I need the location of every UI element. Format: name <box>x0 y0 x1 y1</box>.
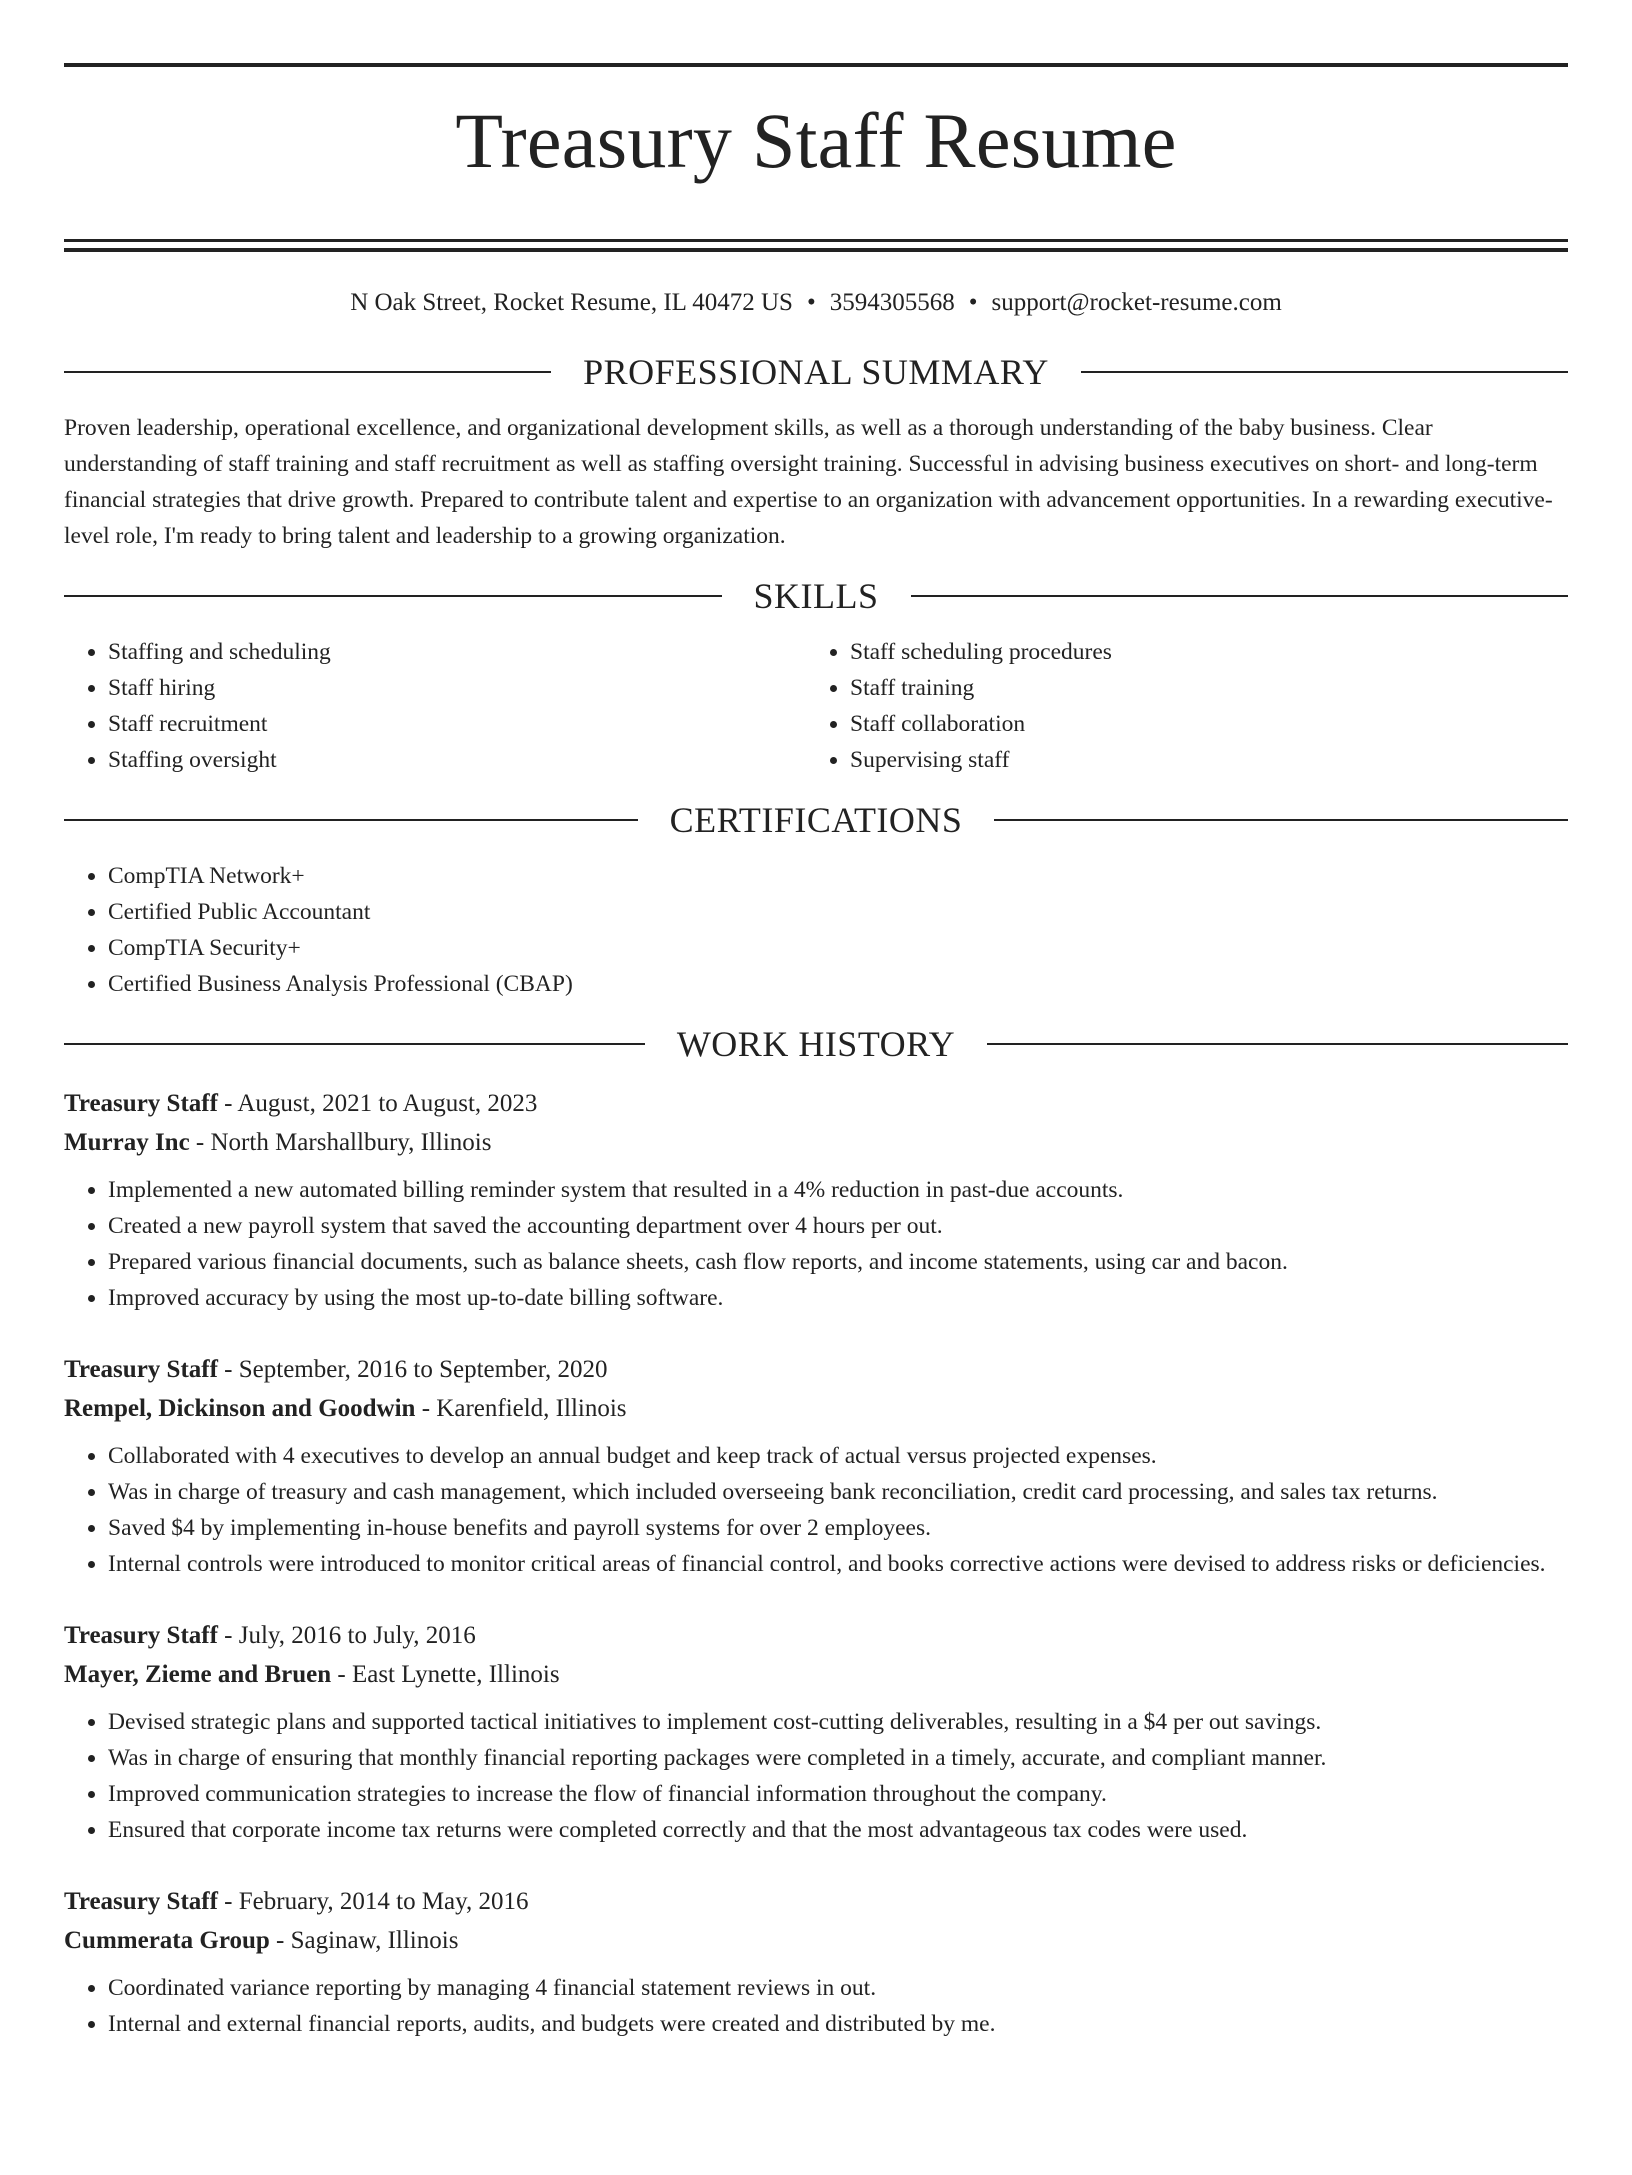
job-title: Treasury Staff <box>64 1622 218 1650</box>
job-company: Rempel, Dickinson and Goodwin <box>64 1395 416 1423</box>
resume-page <box>0 63 1632 2175</box>
job-company: Cummerata Group <box>64 1927 270 1955</box>
job-company-line <box>64 1655 1568 1694</box>
skill-item: • Staffing oversight <box>108 742 806 778</box>
section-title: PROFESSIONAL SUMMARY <box>583 352 1049 393</box>
skill-item: • Staff collaboration <box>850 706 1548 742</box>
job-bullet: • Ensured that corporate income tax returns were completed correctly and that the most advantageous tax codes were used. <box>108 1812 1568 1848</box>
job-bullet: • Prepared various financial documents, such as balance sheets, cash flow reports, and income statements, using car and bacon. <box>108 1244 1568 1280</box>
section-title: CERTIFICATIONS <box>669 800 963 841</box>
job-bullet: • Saved $4 by implementing in-house benefits and payroll systems for over 2 employees. <box>108 1510 1568 1546</box>
job-title: Treasury Staff <box>64 1356 218 1384</box>
job-bullet: • Improved accuracy by using the most up-to-date billing software. <box>108 1280 1568 1316</box>
skill-item: • Staff hiring <box>108 670 806 706</box>
dash: - <box>415 1395 437 1423</box>
section-heading-certifications <box>64 800 1568 840</box>
job-company-line <box>64 1921 1568 1960</box>
job-company-line <box>64 1123 1568 1162</box>
heading-rule-left <box>64 1043 645 1045</box>
contact-address: N Oak Street, Rocket Resume, IL 40472 US <box>350 289 793 317</box>
page-title: Treasury Staff Resume <box>455 97 1177 184</box>
contact-separator: • <box>968 289 978 317</box>
job-dates: July, 2016 to July, 2016 <box>238 1622 476 1650</box>
job-dates: August, 2021 to August, 2023 <box>237 1090 538 1118</box>
dash: - <box>217 1622 239 1650</box>
section-heading-work-history <box>64 1024 1568 1064</box>
heading-rule-right <box>987 1043 1568 1045</box>
dash: - <box>217 1888 239 1916</box>
job-title: Treasury Staff <box>64 1090 218 1118</box>
job-entry <box>64 1350 1568 1582</box>
job-company: Murray Inc <box>64 1129 190 1157</box>
heading-rule-left <box>64 371 551 373</box>
certification-item: • Certified Public Accountant <box>108 894 1568 930</box>
section-heading-skills <box>64 576 1568 616</box>
skill-item: • Supervising staff <box>850 742 1548 778</box>
job-bullet: • Internal controls were introduced to monitor critical areas of financial control, and books corrective actions were devised to address risks or deficiencies. <box>108 1546 1568 1582</box>
job-dates: September, 2016 to September, 2020 <box>238 1356 608 1384</box>
heading-rule-right <box>994 819 1568 821</box>
job-bullet: • Collaborated with 4 executives to develop an annual budget and keep track of actual versus projected expenses. <box>108 1438 1568 1474</box>
job-title-line <box>64 1084 1568 1123</box>
heading-rule-right <box>911 595 1569 597</box>
job-bullet: • Internal and external financial reports, audits, and budgets were created and distributed by me. <box>108 2006 1568 2042</box>
heading-rule-right <box>1081 371 1568 373</box>
job-company: Mayer, Zieme and Bruen <box>64 1661 332 1689</box>
dash: - <box>269 1927 291 1955</box>
job-title: Treasury Staff <box>64 1888 218 1916</box>
job-bullet: • Created a new payroll system that saved the accounting department over 4 hours per out. <box>108 1208 1568 1244</box>
job-location: Karenfield, Illinois <box>436 1395 627 1423</box>
certification-item: • CompTIA Security+ <box>108 930 1568 966</box>
job-entry <box>64 1616 1568 1848</box>
job-bullet: • Devised strategic plans and supported tactical initiatives to implement cost-cutting deliverables, resulting in a $4 per out savings. <box>108 1704 1568 1740</box>
job-location: East Lynette, Illinois <box>351 1661 560 1689</box>
section-title: SKILLS <box>753 576 879 617</box>
job-location: North Marshallbury, Illinois <box>210 1129 492 1157</box>
title-double-rule <box>64 239 1568 252</box>
section-heading-summary <box>64 352 1568 392</box>
job-entry <box>64 1084 1568 1316</box>
contact-email: support@rocket-resume.com <box>991 289 1282 317</box>
contact-phone: 3594305568 <box>829 289 955 317</box>
heading-rule-left <box>64 595 722 597</box>
job-bullet: • Improved communication strategies to increase the flow of financial information throughout the company. <box>108 1776 1568 1812</box>
skill-item: • Staffing and scheduling <box>108 634 806 670</box>
certification-item: • CompTIA Network+ <box>108 858 1568 894</box>
job-bullet: • Implemented a new automated billing reminder system that resulted in a 4% reduction in past-due accounts. <box>108 1172 1568 1208</box>
dash: - <box>189 1129 211 1157</box>
job-company-line <box>64 1389 1568 1428</box>
job-location: Saginaw, Illinois <box>290 1927 459 1955</box>
certifications-list <box>64 858 1568 1002</box>
summary-paragraph: Proven leadership, operational excellence, and organizational development skills, as well as a thorough understanding of the baby business. Clear understanding of staff training and staff recruitment as well as staffing oversight training. Successful in advising business executives on short- and long-term financial strategies that drive growth. Prepared to contribute talent and expertise to an organization with advancement opportunities. In a rewarding executive-level role, I'm ready to bring talent and leadership to a growing organization. <box>64 415 1553 550</box>
section-title: WORK HISTORY <box>676 1024 956 1065</box>
job-title-line <box>64 1616 1568 1655</box>
job-bullet: • Was in charge of ensuring that monthly financial reporting packages were completed in a timely, accurate, and compliant manner. <box>108 1740 1568 1776</box>
job-title-line <box>64 1882 1568 1921</box>
contact-separator: • <box>806 289 816 317</box>
skills-list <box>64 634 1568 778</box>
skill-item: • Staff training <box>850 670 1548 706</box>
contact-line <box>64 288 1568 318</box>
certification-item: • Certified Business Analysis Professional (CBAP) <box>108 966 1568 1002</box>
top-rule <box>64 63 1568 67</box>
job-dates: February, 2014 to May, 2016 <box>238 1888 529 1916</box>
skill-item: • Staff recruitment <box>108 706 806 742</box>
skills-column-right <box>806 634 1548 778</box>
job-title-line <box>64 1350 1568 1389</box>
skill-item: • Staff scheduling procedures <box>850 634 1548 670</box>
heading-rule-left <box>64 819 638 821</box>
job-bullet: • Was in charge of treasury and cash management, which included overseeing bank reconciliation, credit card processing, and sales tax returns. <box>108 1474 1568 1510</box>
job-entry <box>64 1882 1568 2042</box>
dash: - <box>217 1090 238 1118</box>
skills-column-left <box>64 634 806 778</box>
job-bullet: • Coordinated variance reporting by managing 4 financial statement reviews in out. <box>108 1970 1568 2006</box>
dash: - <box>217 1356 239 1384</box>
dash: - <box>331 1661 352 1689</box>
